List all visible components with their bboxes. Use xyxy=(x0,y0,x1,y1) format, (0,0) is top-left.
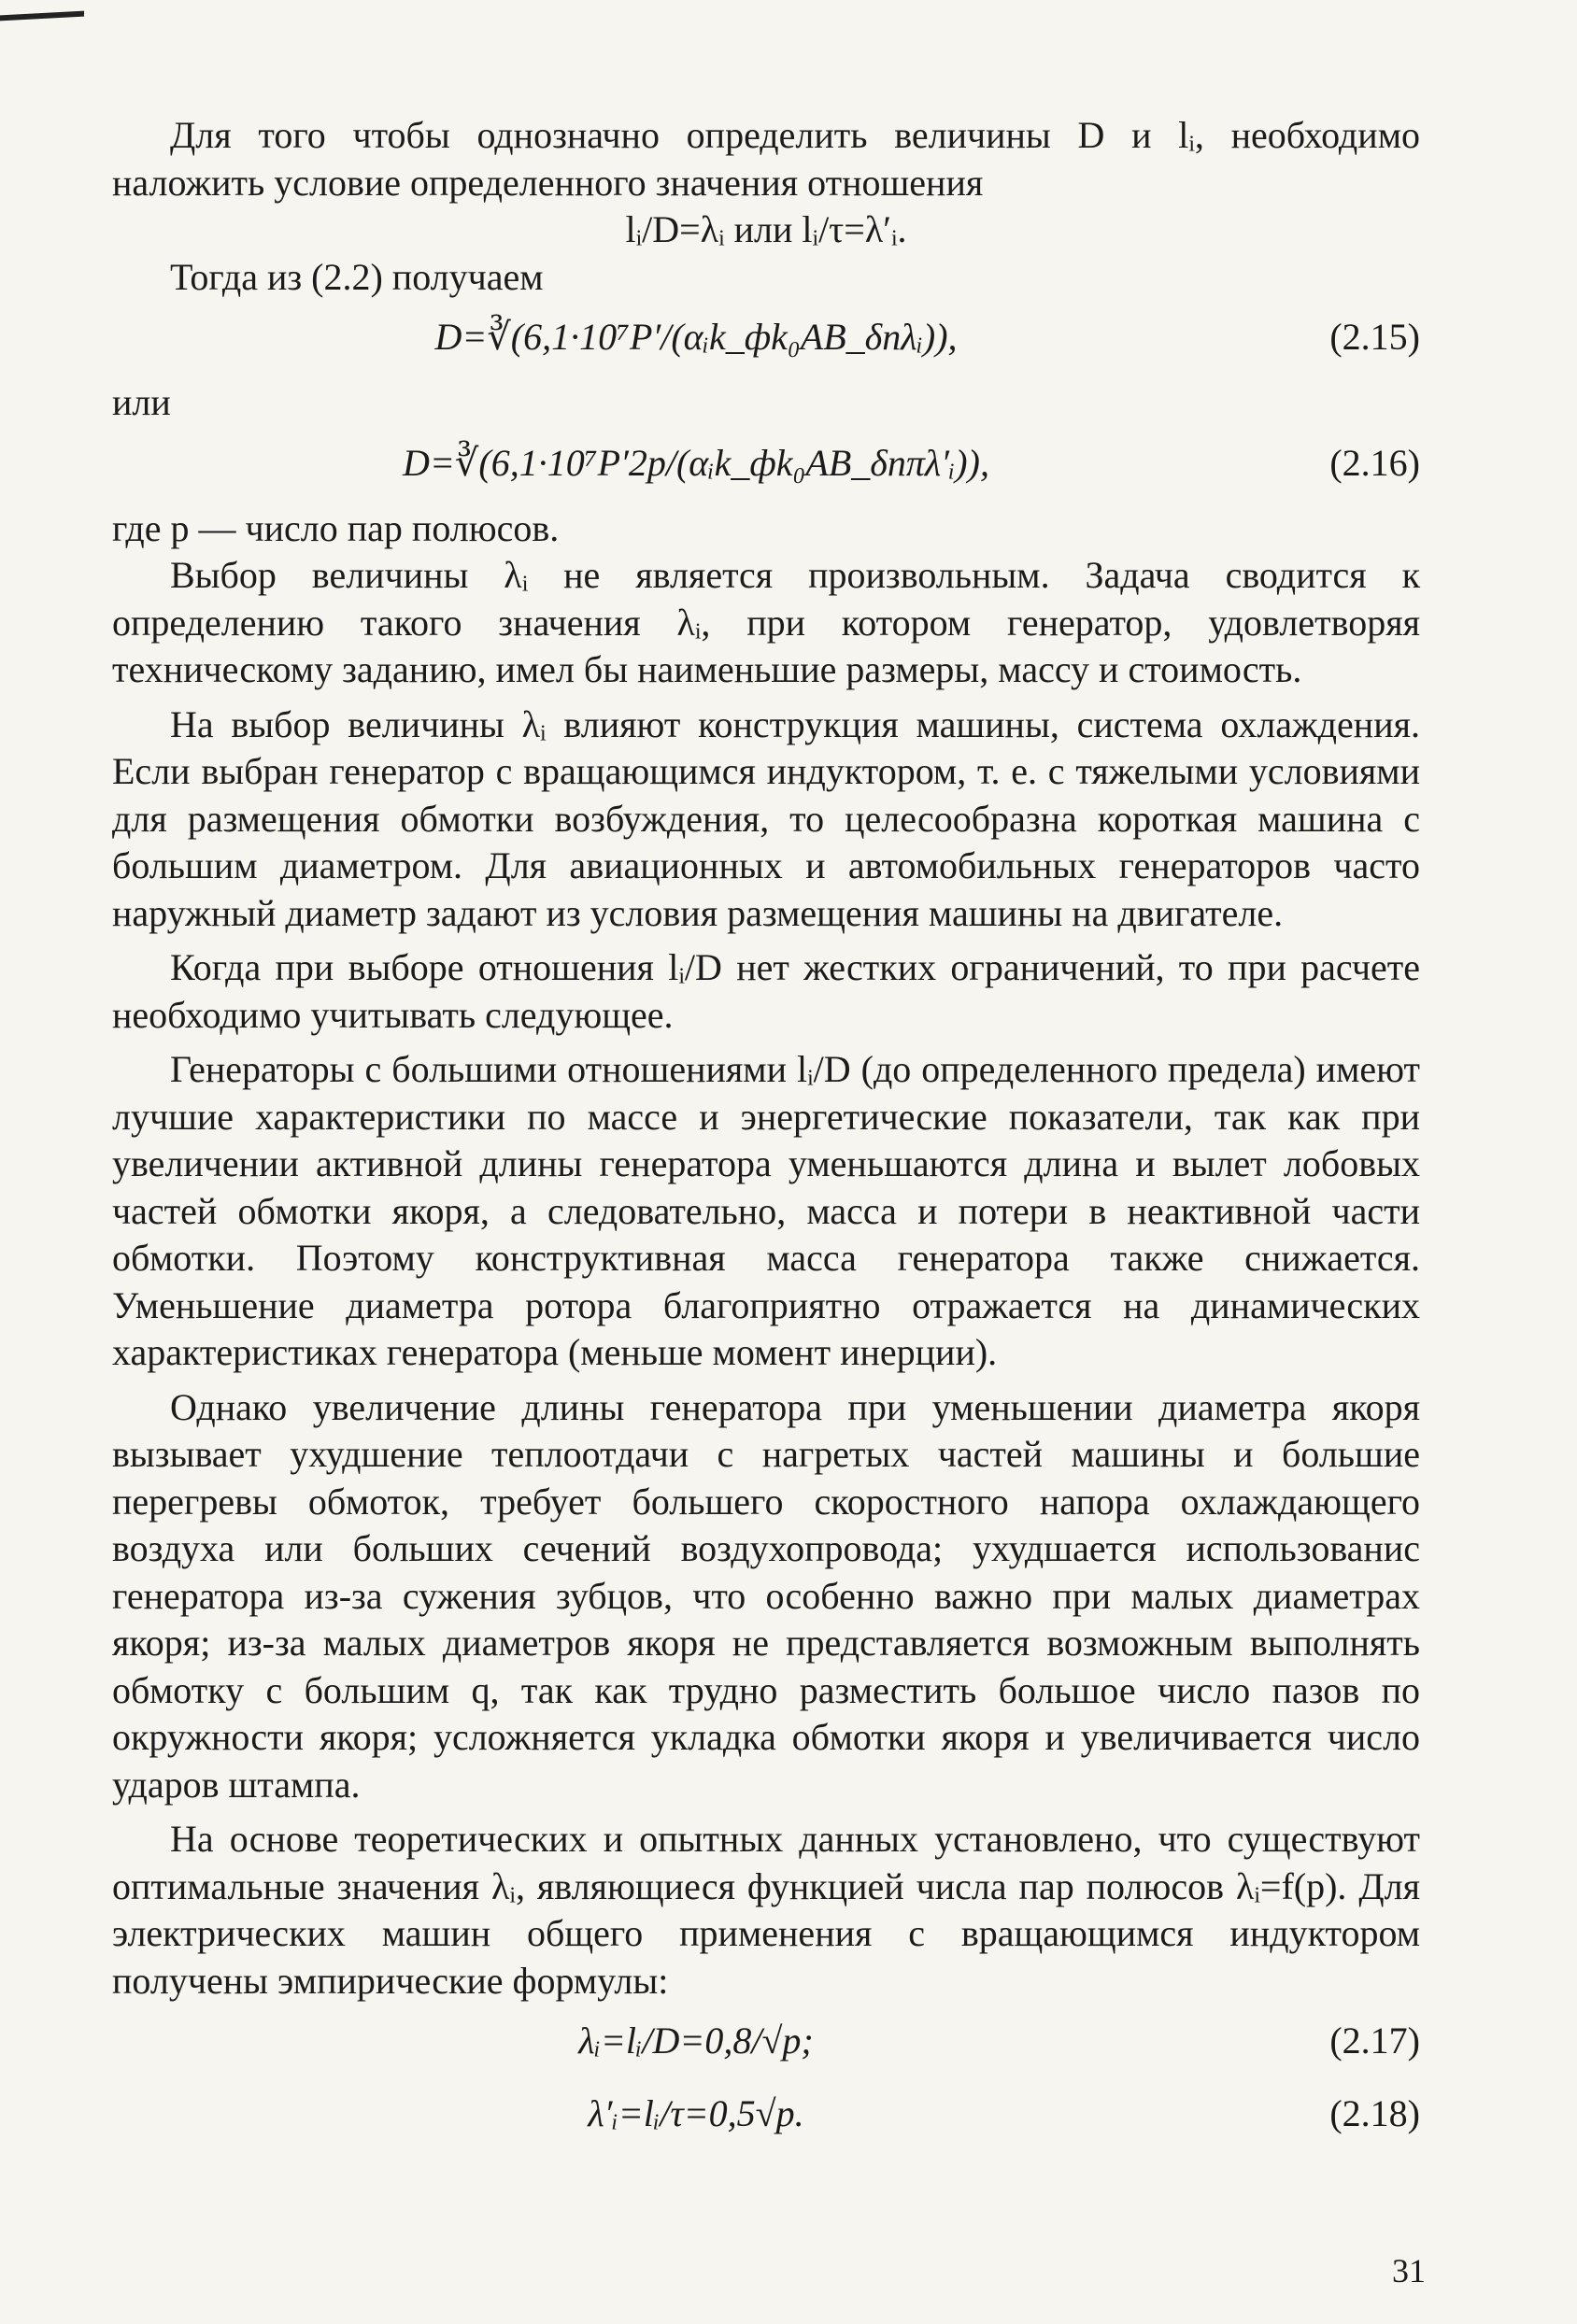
paragraph-constraints: Когда при выборе отношения lᵢ/D нет жестких ограничений, то при расчете необходимо учитывать следующее. xyxy=(112,946,1420,1036)
formula-2-17 xyxy=(112,2010,1420,2077)
formula-2-17-number: (2.17) xyxy=(1329,2019,1420,2062)
formula-2-15-expr: D=∛(6,1·10⁷P′/(αᵢk_фk₀AB_δnλᵢ)), xyxy=(434,316,958,358)
page-number: 31 xyxy=(1392,2252,1426,2289)
paragraph-empirical: На основе теоретических и опытных данных установлено, что существуют оптимальные значения λᵢ, являющиеся функцией числа пар полюсов λᵢ=f(p). Для электрических машин общего применения с вращающимся индуктором получены эмпирические формулы: xyxy=(112,1818,1420,2002)
formula-2-18-number: (2.18) xyxy=(1329,2092,1420,2134)
formula-2-15-number: (2.15) xyxy=(1329,316,1420,358)
paragraph-choice: Выбор величины λᵢ не является произвольным. Задача сводится к определению такого значения λᵢ, при котором генератор, удовлетворяя техническому заданию, имел бы наименьшие размеры, массу и стоимость. xyxy=(112,554,1420,690)
formula-2-18 xyxy=(112,2083,1420,2150)
formula-2-16-number: (2.16) xyxy=(1329,441,1420,484)
formula-2-18-expr: λ′ᵢ=lᵢ/τ=0,5√p. xyxy=(588,2092,804,2134)
formula-2-16 xyxy=(112,432,1420,500)
paragraph-where: где p — число пар полюсов. xyxy=(112,506,560,549)
corner-mark xyxy=(0,11,84,21)
paragraph-influence: На выбор величины λᵢ влияют конструкция машины, система охлаждения. Если выбран генератор с вращающимся индуктором, т. е. с тяжелыми условиями для размещения обмотки возбуждения, то целесообразна короткая машина с большим диаметром. Для авиационных и автомобильных генераторов часто наружный диаметр задают из условия размещения машины на двигателе. xyxy=(112,702,1420,934)
page-text xyxy=(112,112,1420,2156)
ratio-definition: lᵢ/D=λᵢ или lᵢ/τ=λ′ᵢ. xyxy=(625,208,907,250)
formula-2-17-expr: λᵢ=lᵢ/D=0,8/√p; xyxy=(578,2019,814,2062)
paragraph-then: Тогда из (2.2) получаем xyxy=(170,255,544,298)
paragraph-however: Однако увеличение длины генератора при уменьшении диаметра якоря вызывает ухудшение теплоотдачи с нагретых частей машины и большие перегревы обмоток, требует большего скоростного напора охлаждающего воздуха или больших сечений воздухопровода; ухудшается использованис генератора из-за сужения зубцов, что особенно важно при малых диаметрах якоря; из-за малых диаметров якоря не представляется возможным выполнять обмотку с большим q, так как трудно разместить большое число пазов по окружности якоря; усложняется укладка обмотки якоря и увеличивается число ударов штампа. xyxy=(112,1385,1420,1806)
formula-2-15 xyxy=(112,306,1420,374)
formula-2-16-expr: D=∛(6,1·10⁷P′2p/(αᵢk_фk₀AB_δnπλ′ᵢ)), xyxy=(403,441,989,484)
paragraph-intro: Для того чтобы однозначно определить величины D и lᵢ, необходимо наложить условие определенного значения отношения xyxy=(112,114,1420,204)
paragraph-or: или xyxy=(112,381,171,423)
paragraph-generators: Генераторы с большими отношениями lᵢ/D (до определенного предела) имеют лучшие характеристики по массе и энергетические показатели, так как при увеличении активной длины генератора уменьшаются длина и вылет лобовых частей обмотки якоря, а следовательно, масса и потери в неактивной части обмотки. Поэтому конструктивная масса генератора также снижается. Уменьшение диаметра ротора благоприятно отражается на динамических характеристиках генератора (меньше момент инерции). xyxy=(112,1048,1420,1373)
